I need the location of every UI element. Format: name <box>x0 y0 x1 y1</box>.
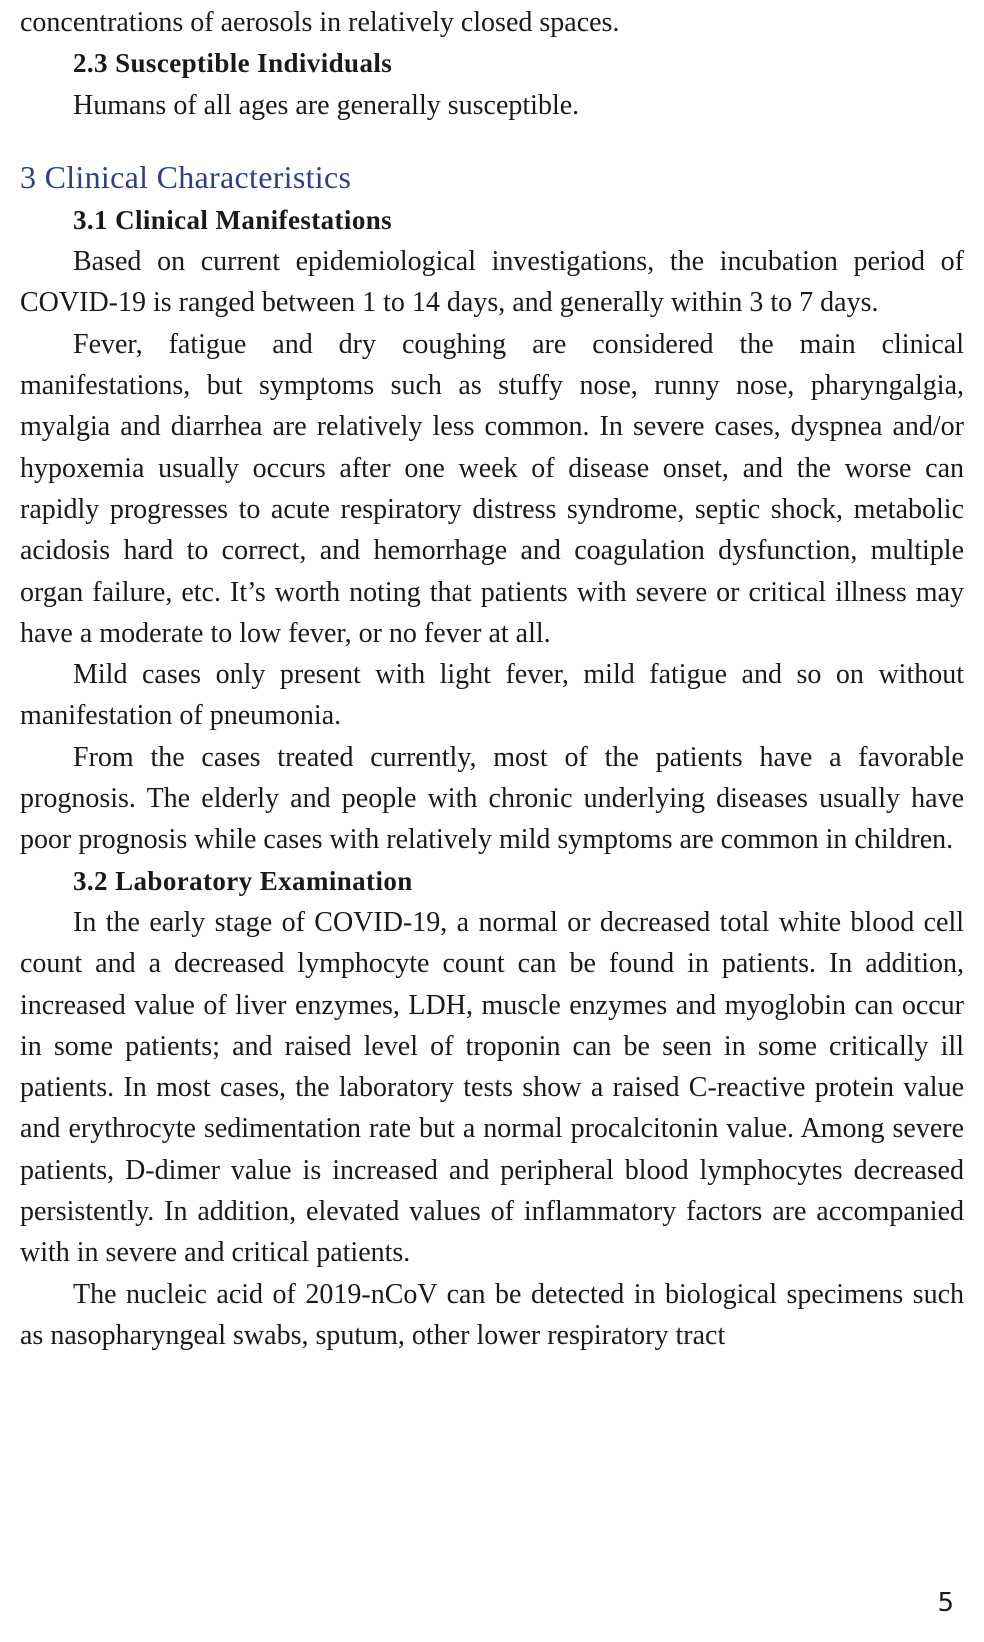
subsection-heading-3-2: 3.2 Laboratory Examination <box>73 865 413 896</box>
subsection-heading-2-3: 2.3 Susceptible Individuals <box>73 48 393 79</box>
paragraph-lab-results: In the early stage of COVID-19, a normal or decreased total white blood cell count and a decreased lymphocyte count can be found in patients. In addition, increased value of liver enzymes, LDH, muscle enzymes and myoglobin can occur in some patients; and raised level of troponin can be seen in some critically ill patients. In most cases, the laboratory tests show a raised C-reactive protein value and erythrocyte sedimentation rate but a normal procalcitonin value. Among severe patients, D-dimer value is increased and peripheral blood lymphocytes decreased persistently. In addition, elevated values of inflammatory factors are accompanied with in severe and critical patients. <box>20 906 964 1269</box>
page-number: 5 <box>937 1588 954 1618</box>
paragraph-prognosis: From the cases treated currently, most of the patients have a favorable prognosis. The elderly and people with chronic underlying diseases usually have poor prognosis while cases with relatively mild symptoms are common in children. <box>20 741 964 856</box>
paragraph-incubation: Based on current epidemiological investigations, the incubation period of COVID-19 is ranged between 1 to 14 days, and generally within 3 to 7 days. <box>20 246 964 319</box>
paragraph-susceptible: Humans of all ages are generally susceptible. <box>73 89 580 121</box>
page-content <box>20 2 964 1356</box>
paragraph-mild-cases: Mild cases only present with light fever, mild fatigue and so on without manifestation of pneumonia. <box>20 659 964 732</box>
paragraph-symptoms: Fever, fatigue and dry coughing are considered the main clinical manifestations, but symptoms such as stuffy nose, runny nose, pharyngalgia, myalgia and diarrhea are relatively less common. In severe cases, dyspnea and/or hypoxemia usually occurs after one week of disease onset, and the worse can rapidly progresses to acute respiratory distress syndrome, septic shock, metabolic acidosis hard to correct, and hemorrhage and coagulation dysfunction, multiple organ failure, etc. It’s worth noting that patients with severe or critical illness may have a moderate to low fever, or no fever at all. <box>20 328 964 649</box>
continued-text: concentrations of aerosols in relatively closed spaces. <box>20 7 620 38</box>
section-heading-3: 3 Clinical Characteristics <box>20 158 352 195</box>
subsection-heading-3-1: 3.1 Clinical Manifestations <box>73 204 393 235</box>
paragraph-nucleic-acid: The nucleic acid of 2019-nCoV can be detected in biological specimens such as nasopharyngeal swabs, sputum, other lower respiratory tract <box>20 1278 964 1351</box>
